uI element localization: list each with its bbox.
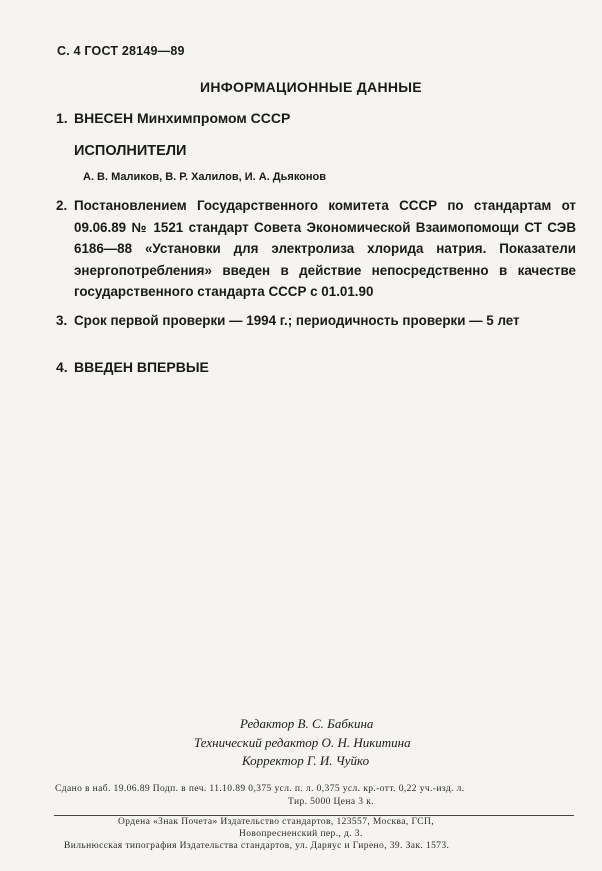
item-4-text: ВВЕДЕН ВПЕРВЫЕ	[74, 359, 209, 375]
item-1-text: ВНЕСЕН Минхимпромом СССР	[74, 110, 291, 126]
imprint-line-3: Ордена «Знак Почета» Издательство стандартов, 123557, Москва, ГСП,	[118, 817, 434, 827]
page-title: ИНФОРМАЦИОННЫЕ ДАННЫЕ	[200, 79, 422, 95]
item-1	[56, 108, 290, 128]
divider	[54, 815, 574, 816]
credit-corrector: Корректор Г. И. Чуйко	[242, 753, 370, 768]
item-3	[56, 310, 576, 332]
credit-tech-editor: Технический редактор О. Н. Никитина	[194, 735, 411, 750]
imprint-line-4: Новопресненский пер., д. 3.	[239, 829, 363, 839]
item-3-number: 3.	[56, 313, 68, 328]
item-2	[56, 195, 576, 303]
imprint-line-2: Тир. 5000 Цена 3 к.	[288, 797, 374, 807]
item-2-text: Постановлением Государственного комитета СССР по стандартам от 09.06.89 № 1521 стандарт Совета Экономической Взаимопомощи СТ СЭВ 6186—88 «Установки для электролиза хлорида натрия. Показатели энергопотребления» введен в действие непосредственно в качестве государственного стандарта СССР с 01.01.90	[74, 198, 576, 299]
item-4-number: 4.	[56, 359, 68, 375]
performers-heading: ИСПОЛНИТЕЛИ	[74, 143, 187, 159]
page-header: С. 4 ГОСТ 28149—89	[57, 44, 185, 58]
imprint-line-1: Сдано в наб. 19.06.89 Подп. в печ. 11.10.89 0,375 усл. п. л. 0,375 усл. кр.-отт. 0,22 уч.-изд. л.	[55, 784, 465, 794]
item-1-number: 1.	[56, 110, 68, 126]
imprint-line-5: Вильнюсская типография Издательства стандартов, ул. Даряус и Гирено, 39. Зак. 1573.	[64, 841, 450, 851]
item-3-text: Срок первой проверки — 1994 г.; периодичность проверки — 5 лет	[74, 313, 520, 328]
item-2-number: 2.	[56, 198, 68, 213]
item-4	[56, 357, 209, 377]
credit-editor: Редактор В. С. Бабкина	[240, 716, 374, 731]
performers-names: А. В. Маликов, В. Р. Халилов, И. А. Дьяконов	[83, 171, 327, 183]
